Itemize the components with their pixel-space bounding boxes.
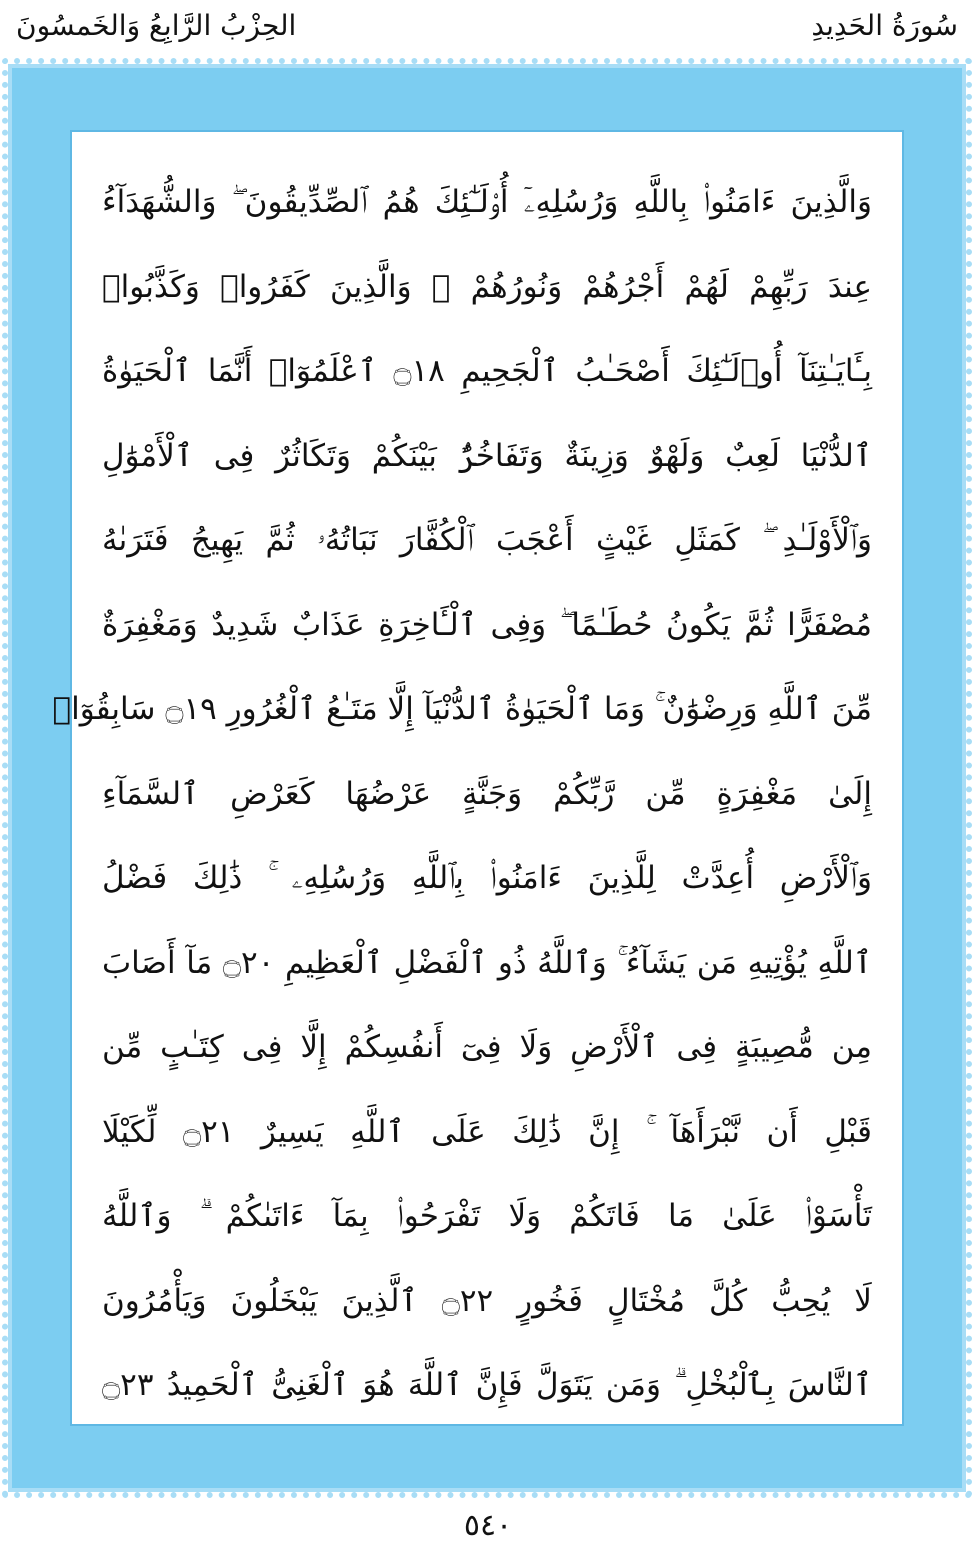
text-panel <box>52 130 904 1426</box>
page-number: ٥٤٠ <box>463 1508 513 1543</box>
text-line-8: إِلَىٰ مَغْفِرَةٍ مِّن رَّبِّكُمْ وَجَنَّةٍ عَرْضُهَا كَعَرْضِ ٱلسَّمَآءِ <box>102 775 872 812</box>
text-line-7: مِّنَ ٱللَّهِ وَرِضْوَٰنٌ ۚ وَمَا ٱلْحَيَوٰةُ ٱلدُّنْيَآ إِلَّا مَتَـٰعُ ٱلْغُرُورِ ۝١٩ سَابِقُوٓا۟ <box>52 691 872 727</box>
text-line-10: ٱللَّهِ يُؤْتِيهِ مَن يَشَآءُ ۚ وَٱللَّهُ ذُو ٱلْفَضْلِ ٱلْعَظِيمِ ۝٢٠ مَآ أَصَابَ <box>102 944 872 981</box>
text-line-4: ٱلدُّنْيَا لَعِبٌ وَلَهْوٌ وَزِينَةٌ وَتَفَاخُرٌۢ بَيْنَكُمْ وَتَكَاثُرٌ فِى ٱلْأَمْوَٰلِ <box>102 437 872 474</box>
text-line-12: قَبْلِ أَن نَّبْرَأَهَآ ۚ إِنَّ ذَٰلِكَ عَلَى ٱللَّهِ يَسِيرٌ ۝٢١ لِّكَيْلَا <box>102 1113 872 1150</box>
verse-text <box>52 160 873 1428</box>
text-line-2: عِندَ رَبِّهِمْ لَهُمْ أَجْرُهُمْ وَنُورُهُمْ ۖ وَالَّذِينَ كَفَرُوا۟ وَكَذَّبُوا۟ <box>102 268 872 305</box>
ornamental-frame <box>8 64 966 1492</box>
hizb-label: الحِزْبُ الرَّابِعُ وَالخَمسُونَ <box>16 9 297 42</box>
page-header <box>0 0 976 58</box>
text-line-15: ٱلنَّاسَ بِٱلْبُخْلِ ۗ وَمَن يَتَوَلَّ فَإِنَّ ٱللَّهَ هُوَ ٱلْغَنِىُّ ٱلْحَمِيدُ ۝٢٣ <box>102 1367 872 1403</box>
surah-name: سُورَةُ الحَدِيدِ <box>811 9 958 42</box>
text-line-3: بِـَٔايَـٰتِنَآ أُو۟لَـٰٓئِكَ أَصْحَـٰبُ ٱلْجَحِيمِ ۝١٨ ٱعْلَمُوٓا۟ أَنَّمَا ٱلْحَيَوٰةُ <box>102 353 873 389</box>
text-line-13: تَأْسَوْا۟ عَلَىٰ مَا فَاتَكُمْ وَلَا تَفْرَحُوا۟ بِمَآ ءَاتَىٰكُمْ ۗ وَٱللَّهُ <box>102 1198 872 1234</box>
text-line-9: وَٱلْأَرْضِ أُعِدَّتْ لِلَّذِينَ ءَامَنُوا۟ بِٱللَّهِ وَرُسُلِهِۦ ۚ ذَٰلِكَ فَضْلُ <box>102 860 872 896</box>
text-line-1: وَالَّذِينَ ءَامَنُوا۟ بِاللَّهِ وَرُسُلِهِۦٓ أُو۟لَـٰٓئِكَ هُمُ ٱلصِّدِّيقُونَ ۖ وَالشُّهَدَآءُ <box>102 184 872 220</box>
text-line-5: وَٱلْأَوْلَـٰدِ ۖ كَمَثَلِ غَيْثٍ أَعْجَبَ ٱلْكُفَّارَ نَبَاتُهُۥ ثُمَّ يَهِيجُ فَتَرَىٰهُ <box>102 522 872 558</box>
text-line-14: لَا يُحِبُّ كُلَّ مُخْتَالٍ فَخُورٍ ۝٢٢ ٱلَّذِينَ يَبْخَلُونَ وَيَأْمُرُونَ <box>102 1282 872 1319</box>
text-line-11: مِن مُّصِيبَةٍ فِى ٱلْأَرْضِ وَلَا فِىٓ أَنفُسِكُمْ إِلَّا فِى كِتَـٰبٍ مِّن <box>102 1029 872 1065</box>
text-line-6: مُصْفَرًّا ثُمَّ يَكُونُ حُطَـٰمًا ۖ وَفِى ٱلْـَٔاخِرَةِ عَذَابٌ شَدِيدٌ وَمَغْفِرَةٌ <box>102 606 872 643</box>
